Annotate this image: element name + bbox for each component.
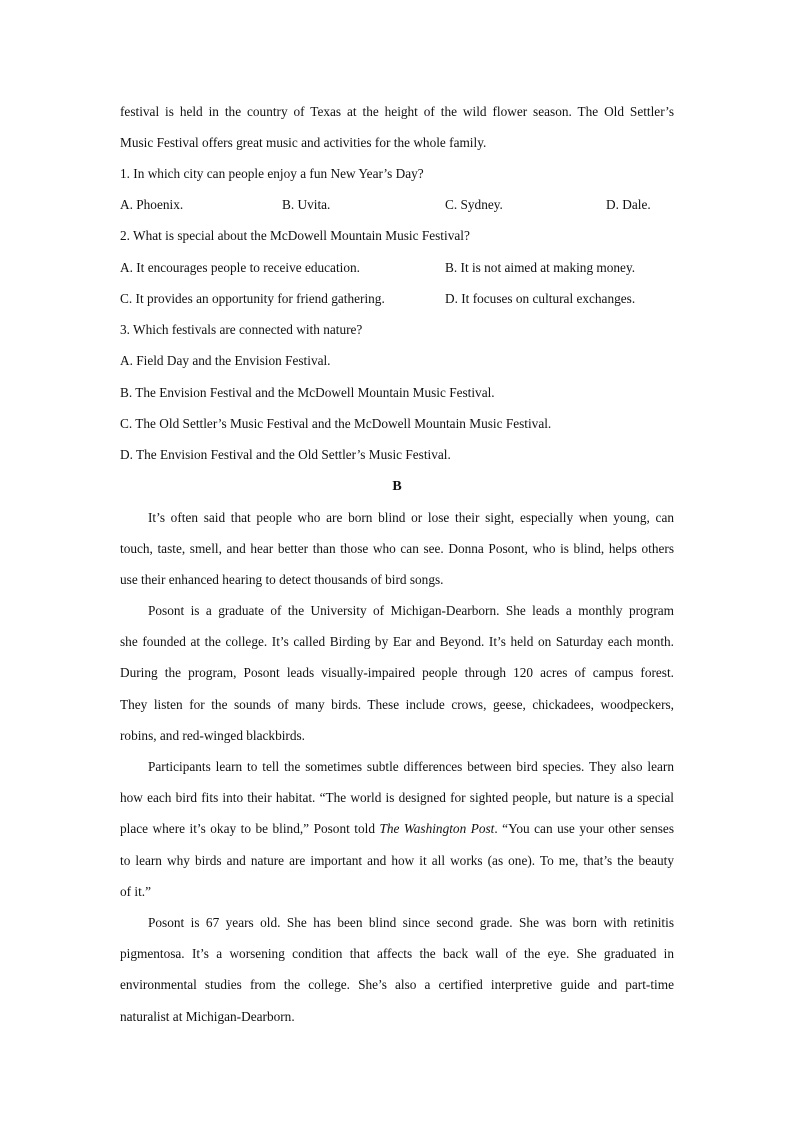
publication-title: The Washington Post — [379, 821, 495, 836]
paragraph-1-line-2: touch, taste, smell, and hear better than those who can see. Donna Posont, who is blind, helps others — [120, 541, 674, 556]
paragraph-4-line-4: naturalist at Michigan-Dearborn. — [120, 1009, 295, 1024]
paragraph-1-line-1: It’s often said that people who are born blind or lose their sight, especially when young, can — [148, 510, 674, 525]
question-1-option-a: A. Phoenix. — [120, 197, 184, 212]
paragraph-3-line-1: Participants learn to tell the sometimes subtle differences between bird species. They also learn — [148, 759, 674, 774]
paragraph-4-line-3: environmental studies from the college. She’s also a certified interpretive guide and part-time — [120, 977, 674, 992]
question-3-option-c: C. The Old Settler’s Music Festival and the McDowell Mountain Music Festival. — [120, 416, 552, 431]
paragraph-3-line-3-end: . “You can use your other senses — [494, 821, 674, 836]
question-2-stem: 2. What is special about the McDowell Mountain Music Festival? — [120, 228, 470, 243]
question-1-option-c: C. Sydney. — [445, 197, 503, 212]
question-1-option-b: B. Uvita. — [282, 197, 331, 212]
paragraph-3-line-4: to learn why birds and nature are important and how it all works (as one). To me, that’s the beauty — [120, 853, 674, 868]
paragraph-4-line-1: Posont is 67 years old. She has been blind since second grade. She was born with retinitis — [148, 915, 674, 930]
paragraph-3-line-3-start: place where it’s okay to be blind,” Posont told — [120, 821, 380, 836]
question-2-option-b: B. It is not aimed at making money. — [445, 260, 636, 275]
section-heading: B — [392, 479, 402, 494]
question-2-option-d: D. It focuses on cultural exchanges. — [445, 291, 636, 306]
question-1-stem: 1. In which city can people enjoy a fun New Year’s Day? — [120, 166, 424, 181]
question-1-option-d: D. Dale. — [606, 197, 651, 212]
paragraph-3-line-3 — [120, 820, 674, 838]
paragraph-2-line-4: They listen for the sounds of many birds. These include crows, geese, chickadees, woodpeckers, — [120, 697, 674, 712]
paragraph-1-line-3: use their enhanced hearing to detect thousands of bird songs. — [120, 572, 444, 587]
question-3-option-a: A. Field Day and the Envision Festival. — [120, 353, 331, 368]
paragraph-2-line-3: During the program, Posont leads visually-impaired people through 120 acres of campus forest. — [120, 665, 674, 680]
intro-line-1: festival is held in the country of Texas at the height of the wild flower season. The Old Settler’s — [120, 104, 674, 119]
paragraph-4-line-2: pigmentosa. It’s a worsening condition that affects the back wall of the eye. She graduated in — [120, 946, 674, 961]
question-2-option-c: C. It provides an opportunity for friend gathering. — [120, 291, 385, 306]
paragraph-2-line-2: she founded at the college. It’s called Birding by Ear and Beyond. It’s held on Saturday each month. — [120, 634, 674, 649]
paragraph-3-line-5: of it.” — [120, 884, 152, 899]
paragraph-2-line-1: Posont is a graduate of the University of Michigan-Dearborn. She leads a monthly program — [148, 603, 674, 618]
question-3-option-b: B. The Envision Festival and the McDowell Mountain Music Festival. — [120, 385, 495, 400]
paragraph-3-line-2: how each bird fits into their habitat. “The world is designed for sighted people, but nature is a special — [120, 790, 674, 805]
paragraph-2-line-5: robins, and red-winged blackbirds. — [120, 728, 306, 743]
intro-line-2: Music Festival offers great music and activities for the whole family. — [120, 135, 487, 150]
question-3-stem: 3. Which festivals are connected with nature? — [120, 322, 363, 337]
question-2-option-a: A. It encourages people to receive education. — [120, 260, 360, 275]
question-3-option-d: D. The Envision Festival and the Old Settler’s Music Festival. — [120, 447, 451, 462]
